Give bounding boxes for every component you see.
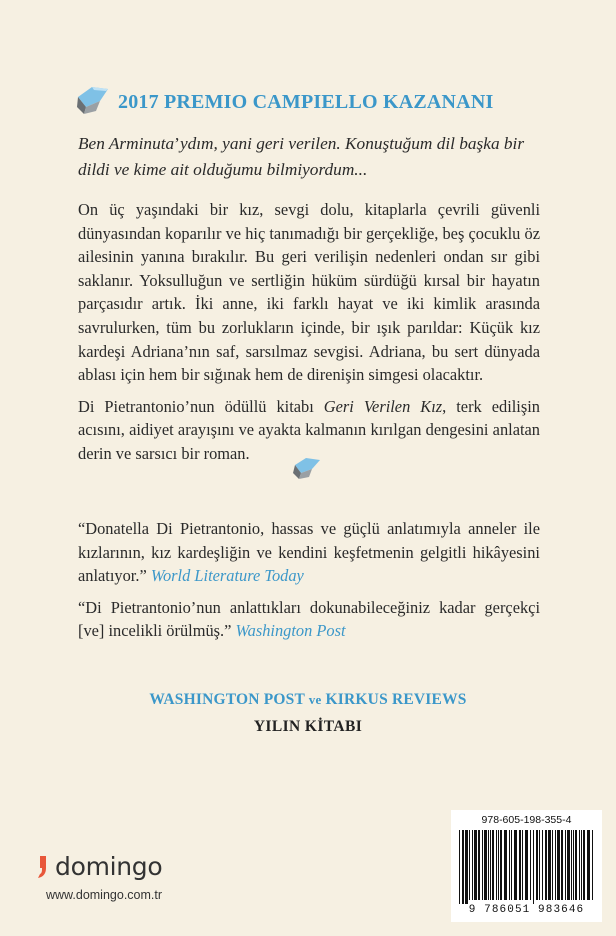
barcode-stripe [545, 830, 547, 900]
barcode-stripe [509, 830, 510, 900]
barcode-stripe [484, 830, 487, 900]
publisher-logo [36, 852, 162, 881]
divider-shard-icon [292, 456, 322, 485]
barcode-stripe [579, 830, 580, 900]
recognition-part-1: WASHINGTON POST [149, 691, 309, 708]
barcode-stripe [575, 830, 577, 900]
quote-source: World Literature Today [150, 566, 304, 586]
barcode-stripe [565, 830, 566, 900]
barcode-stripe [492, 830, 494, 900]
barcode-stripe [488, 830, 489, 900]
intro-part-3: ydım, yani geri verilen. Konuştuğum dil başka bir dildi ve kime ait olduğumu bilmiyordum... [78, 134, 525, 179]
barcode-stripe [514, 830, 517, 900]
barcode-stripe [530, 830, 531, 900]
publisher-name: domingo [55, 852, 163, 881]
barcode-stripe [557, 830, 560, 900]
recognition-part-3: KIRKUS REVIEWS [321, 691, 467, 708]
recognition-connector: ve [308, 692, 322, 707]
award-title: 2017 PREMIO CAMPIELLO KAZANANI [118, 90, 494, 113]
barcode-stripe [536, 830, 538, 900]
press-quotes [78, 517, 540, 651]
press-quote [78, 517, 540, 588]
quote-text: “Di Pietrantonio’nun anlattıkları dokunabileceğiniz kadar gerçekçi [ve] incelikli örülmüş.” [78, 597, 540, 641]
barcode-stripe [511, 830, 512, 900]
barcode-stripe [474, 830, 477, 900]
isbn-barcode [451, 810, 602, 922]
barcode-digits: 9 786051 983646 [468, 904, 585, 916]
quote-source: Washington Post [235, 621, 346, 641]
description-paragraph-2 [78, 395, 540, 466]
barcode-stripe [462, 830, 464, 904]
barcode-stripe [496, 830, 497, 900]
paragraph-2-end: , terk edilişin acısını, aidiyet arayışını ve ayakta kalmanın kırılgan dengesini anlatan derin ve sarsıcı bir roman. [78, 396, 540, 463]
barcode-stripe [478, 830, 480, 900]
barcode-stripe [539, 830, 540, 900]
barcode-stripe [548, 830, 551, 900]
barcode-stripe [592, 830, 593, 900]
barcode-stripe [459, 830, 460, 904]
press-quote [78, 596, 540, 643]
barcode-stripe [583, 830, 585, 900]
barcode-stripe [465, 830, 468, 904]
barcode-stripe [542, 830, 543, 900]
barcode-stripe [567, 830, 570, 900]
intro-quote [78, 131, 548, 183]
isbn-text: 978-605-198-355-4 [481, 814, 572, 826]
barcode-stripe [482, 830, 483, 900]
award-header [76, 84, 556, 120]
description-paragraph-1: On üç yaşındaki bir kız, sevgi dolu, kitaplarla çevrili güvenli dünyasından koparılır ve hiç tanımadığı bir gerçekliğe, beş çocuklu öz ailesinin yanına bırakılır. Bu geri verilişin nedenleri ondan sır gibi saklanır. Yoksulluğun ve sertliğin hüküm sürdüğü kırsal bir hayatın parçasıdır artık. İki anne, iki farklı hayat ve iki kimlik arasında savrulurken, tüm bu zorlukların içinde, bir ışık parıldar: Küçük kız kardeşi Adriana’nın saf, sarsılmaz sevgisi. Adriana, bu sert dünyada ablası için hem bir sığınak hem de direnişin simgesi olacaktır. [78, 200, 540, 385]
book-title: Geri Verilen Kız [323, 396, 443, 416]
barcode-stripe [500, 830, 502, 900]
barcode-stripe [469, 830, 470, 900]
publisher-mark-icon [36, 854, 52, 880]
barcode-bars [457, 830, 596, 904]
barcode-stripe [498, 830, 499, 900]
barcode-stripe [555, 830, 556, 900]
book-of-the-year: YILIN KİTABI [253, 718, 363, 735]
publisher-url: www.domingo.com.tr [46, 888, 163, 902]
glass-shard-icon [76, 85, 110, 120]
barcode-stripe [472, 830, 473, 900]
barcode-stripe [519, 830, 521, 900]
quote-text: “Donatella Di Pietrantonio, hassas ve güçlü anlatımıyla anneler ile kızlarının, kız kardeşliğin ve kendini keşfetmenin gelgitli hikâyesini anlatıyor.” [78, 519, 540, 586]
barcode-stripe [561, 830, 563, 900]
barcode-stripe [587, 830, 590, 900]
intro-part-1: Ben Arminuta [78, 134, 175, 153]
barcode-stripe [490, 830, 491, 900]
paragraph-2-start: Di Pietrantonio’nun ödüllü kitabı [78, 396, 324, 416]
barcode-stripe [533, 830, 534, 904]
intro-apostrophe: ’ [174, 134, 180, 153]
barcode-stripe [573, 830, 574, 900]
recognition-line [0, 691, 616, 709]
book-description [78, 198, 540, 474]
barcode-stripe [504, 830, 507, 900]
barcode-stripe [522, 830, 523, 900]
barcode-stripe [552, 830, 553, 900]
barcode-stripe [571, 830, 572, 900]
barcode-stripe [581, 830, 582, 900]
barcode-stripe [525, 830, 528, 900]
